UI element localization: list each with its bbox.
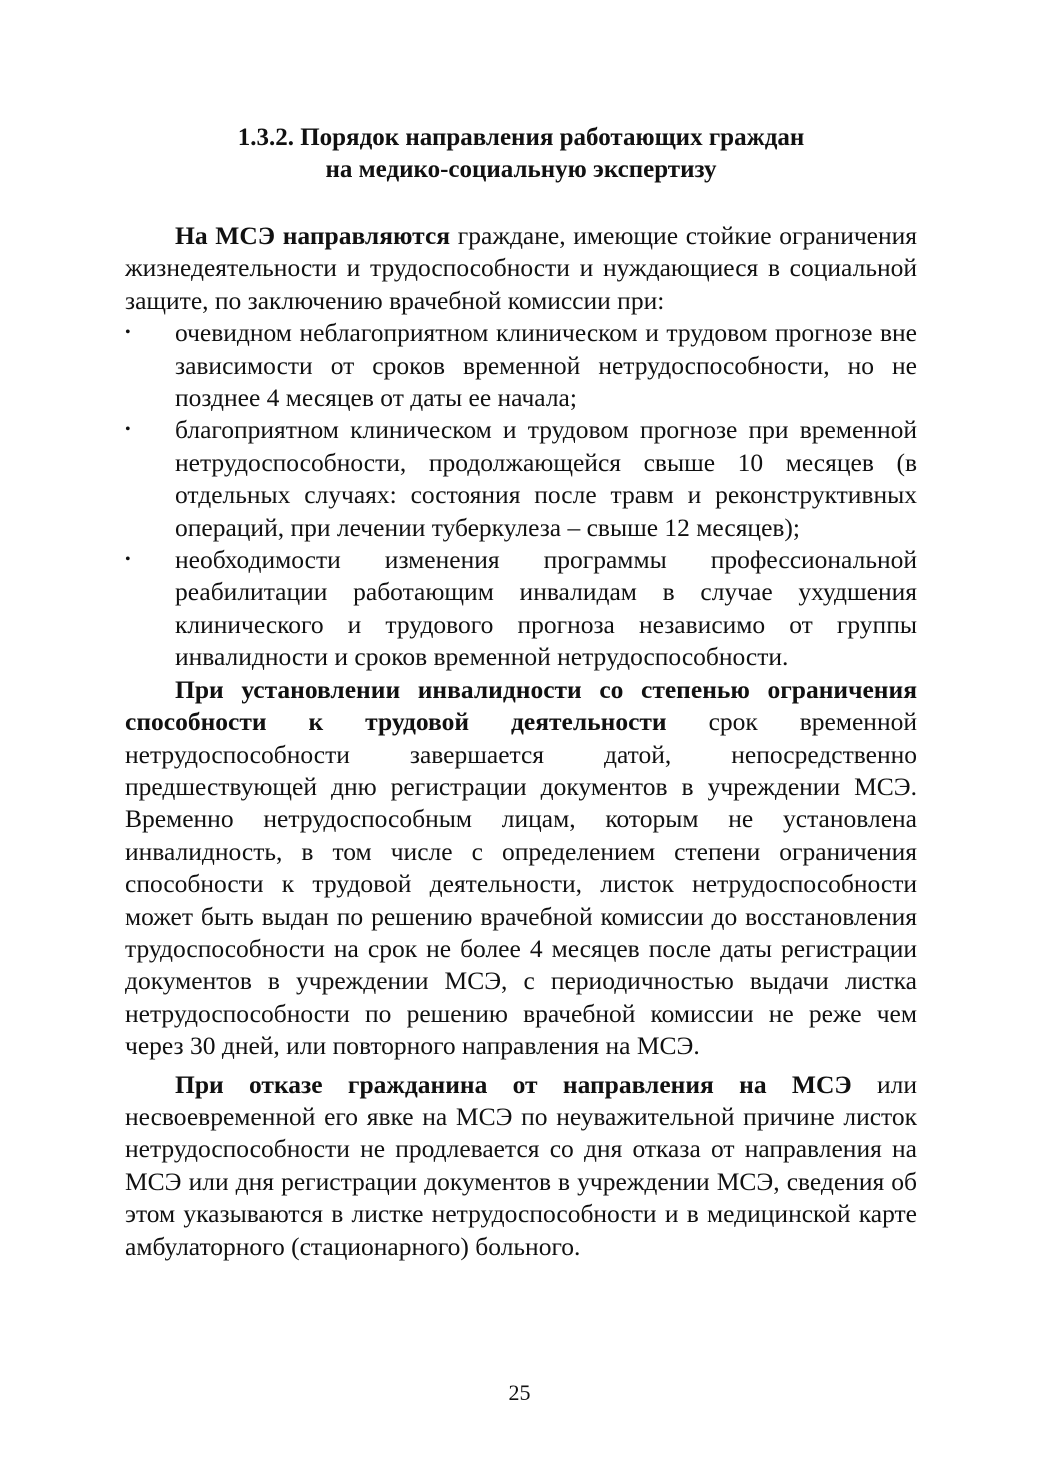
list-item-text: очевидном неблагоприятном клиническом и трудовом прогнозе вне зависимости от сроков временной нетрудоспособности, но не позднее 4 месяцев от даты ее начала; — [175, 318, 917, 413]
list-item-text: благоприятном клиническом и трудовом прогнозе при временной нетрудоспособности, продолжающейся свыше 10 месяцев (в отдельных случаях: состояния после травм и реконструктивных операций, при лечении туберкулеза – свыше 12 месяцев); — [175, 415, 917, 542]
intro-text: граждане, имеющие стойкие ограничения жизнедеятельности и трудоспособности и нуждающиеся в социальной защите, по заключению врачебной комиссии при: — [125, 221, 917, 315]
section-title-line-1: 1.3.2. Порядок направления работающих граждан — [237, 124, 805, 151]
list-item — [125, 544, 917, 674]
page-content — [125, 122, 917, 1263]
list-item — [125, 414, 917, 544]
intro-bold-lead: На МСЭ направляются — [175, 221, 451, 250]
refusal-bold-lead: При отказе гражданина от направления на МСЭ — [175, 1069, 852, 1099]
refusal-text: или несвоевременной его явке на МСЭ по неуважительной причине листок нетрудоспособности не продлевается со дня отказа от направления на МСЭ или дня регистрации документов в учреждении МСЭ, сведения об этом указываются в листке нетрудоспособности и в медицинской карте амбулаторного (стационарного) больного. — [125, 1069, 917, 1261]
disability-bold-lead: При установлении инвалидности со степенью ограничения способности к трудовой деятельности — [125, 674, 917, 737]
page-number: 25 — [508, 1380, 531, 1405]
section-title-line-2: на медико-социальную экспертизу — [325, 156, 717, 183]
list-item-text: необходимости изменения программы профессиональной реабилитации работающим инвалидам в случае ухудшения клинического и трудового прогноза независимо от группы инвалидности и сроков временной нетрудоспособности. — [175, 545, 917, 672]
disability-paragraph — [125, 674, 917, 1063]
section-title — [125, 122, 917, 186]
list-item — [125, 317, 917, 414]
criteria-list — [125, 317, 917, 673]
bullet-icon: • — [125, 551, 131, 569]
refusal-paragraph — [125, 1069, 917, 1263]
bullet-icon: • — [125, 324, 131, 342]
intro-paragraph — [125, 220, 917, 317]
bullet-icon: • — [125, 421, 131, 439]
disability-text: срок временной нетрудоспособности завершается датой, непосредственно предшествующей дню регистрации документов в учреждении МСЭ. Временно нетрудоспособным лицам, которым не установлена инвалидность, в том числе с определением степени ограничения способности к трудовой деятельности, листок нетрудоспособности может быть выдан по решению врачебной комиссии до восстановления трудоспособности на срок не более 4 месяцев после даты регистрации документов в учреждении МСЭ, с периодичностью выдачи листка нетрудоспособности по решению врачебной комиссии не реже чем через 30 дней, или повторного направления на МСЭ. — [125, 707, 917, 1061]
